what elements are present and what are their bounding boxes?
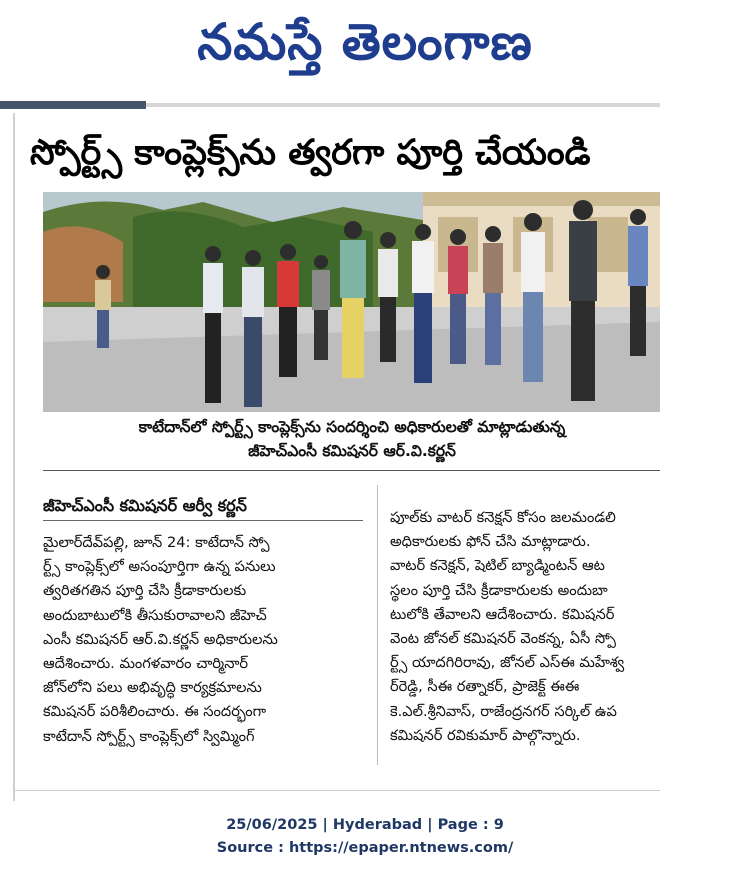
text-line: త్వరితగతిన పూర్తి చేసి క్రీడాకారులకు xyxy=(43,582,247,600)
header-rule-dark xyxy=(0,101,146,109)
caption-line-1: కాటేదాన్‌లో స్పోర్ట్స్ కాంప్లెక్స్‌ను సందర్శించి అధికారులతో మాట్లాడుతున్న xyxy=(138,418,566,436)
article-column-right xyxy=(390,506,660,748)
text-line: జోన్‌లోని పలు అభివృద్ధి కార్యక్రమాలను xyxy=(43,679,262,697)
text-line: అధికారులకు ఫోన్ చేసి మాట్లాడారు. xyxy=(390,533,591,551)
text-line: కమిషనర్ పరిశీలించారు. ఈ సందర్భంగా xyxy=(43,703,267,721)
caption-line-2: జీహెచ్‌ఎంసీ కమిషనర్ ఆర్.వి.కర్ణన్ xyxy=(248,442,456,460)
text-line: టులోకి తేవాలని ఆదేశించారు. కమిషనర్ xyxy=(390,605,615,623)
photo-officials-at-site xyxy=(43,192,660,412)
text-line: కె.ఎల్.శ్రీనివాస్, రాజేంద్రనగర్ సర్కిల్ ఉప xyxy=(390,702,617,720)
source-link[interactable]: Source : https://epaper.ntnews.com/ xyxy=(216,840,514,856)
text-line: వాటర్ కనెక్షన్, షెటిల్ బ్యాడ్మింటన్ ఆట xyxy=(390,557,605,575)
text-line: ర్ట్స్ యాదగిరిరావు, జోనల్ ఎస్ఈ మహేశ్వ xyxy=(390,654,625,672)
page-footer xyxy=(0,814,730,860)
masthead xyxy=(0,0,730,100)
clipping-bottom-rule xyxy=(13,790,660,791)
text-line: ర్‌రెడ్డి, సీఈ రత్నాకర్, ప్రాజెక్ట్ ఈఈ xyxy=(390,678,580,696)
article-column-left xyxy=(43,531,366,749)
text-line: కాటేదాన్ స్పోర్ట్స్ కాంప్లెక్స్‌లో స్విమ్మింగ్ xyxy=(43,727,255,745)
text-line: ఎంసీ కమిషనర్ ఆర్.వి.కర్ణన్ అధికారులను xyxy=(43,630,278,648)
news-photo xyxy=(43,192,660,412)
text-line: అందుబాటులోకి తీసుకురావాలని జీహెచ్ xyxy=(43,606,267,624)
text-line: మైలార్‌దేవ్‌పల్లి, జూన్ 24: కాటేదాన్ స్పో xyxy=(43,534,270,551)
text-line: స్థలం పూర్తి చేసి క్రీడాకారులకు అందుబా xyxy=(390,581,608,599)
photo-caption xyxy=(44,415,660,463)
column-divider xyxy=(377,485,378,765)
newspaper-logo: నమస్తే తెలంగాణ xyxy=(197,13,533,71)
clipping-border xyxy=(13,113,15,801)
article-headline: స్పోర్ట్స్ కాంప్లెక్స్‌ను త్వరగా పూర్తి చేయండి xyxy=(30,133,591,173)
edition-info: 25/06/2025 | Hyderabad | Page : 9 xyxy=(226,817,504,833)
header-rule-light xyxy=(146,103,660,107)
article-byline: జీహెచ్‌ఎంసీ కమిషనర్ ఆర్వీ కర్ణన్ xyxy=(43,492,363,521)
caption-divider xyxy=(43,470,660,471)
text-line: ర్ట్స్ కాంప్లెక్స్‌లో అసంపూర్తిగా ఉన్న పనులు xyxy=(43,558,276,576)
text-line: కమిషనర్ రవికుమార్ పాల్గొన్నారు. xyxy=(390,726,581,744)
text-line: వెంట జోనల్ కమిషనర్ వెంకన్న, ఏసీ స్పో xyxy=(390,630,616,648)
text-line: ఆదేశించారు. మంగళవారం చార్మినార్ xyxy=(43,655,249,673)
text-line: పూల్‌కు వాటర్ కనెక్షన్ కోసం జలమండలి xyxy=(390,509,616,526)
